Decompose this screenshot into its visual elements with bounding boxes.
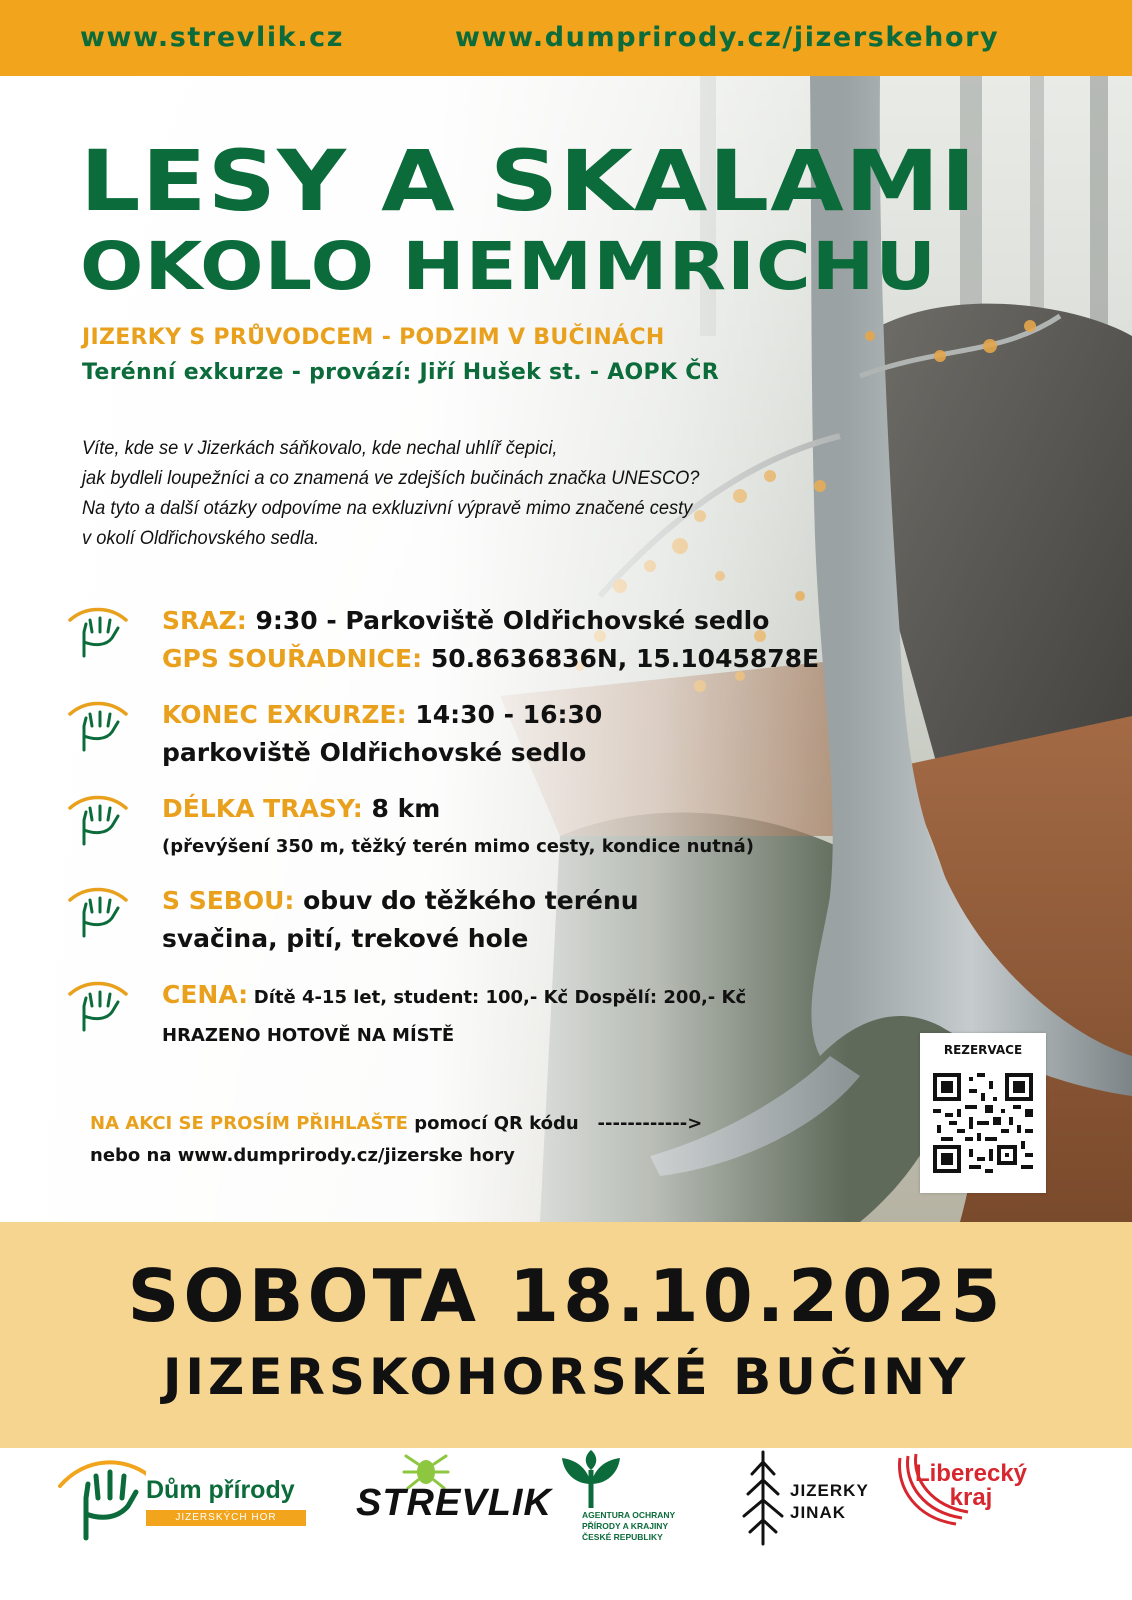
dum-prirody-subtitle: JIZERSKÝCH HOR — [146, 1510, 306, 1526]
meet-value: 9:30 - Parkoviště Oldřichovské sedlo — [255, 606, 770, 635]
date-band — [0, 1222, 1132, 1448]
gps-label: GPS SOUŘADNICE: — [162, 644, 423, 673]
end-value: 14:30 - 16:30 — [415, 700, 603, 729]
price-label: CENA: — [162, 980, 249, 1009]
liberecky-kraj-logo — [896, 1448, 1056, 1568]
aopk-name — [582, 1510, 702, 1543]
aopk-name-line: PŘÍRODY A KRAJINY — [582, 1521, 669, 1531]
guide-line: Terénní exkurze - provází: Jiří Hušek st. - AOPK ČR — [82, 360, 719, 385]
signup-arrow: ------------> — [597, 1113, 703, 1134]
dum-prirody-name: Dům přírody — [146, 1476, 295, 1504]
event-date: SOBOTA 18.10.2025 — [127, 1254, 1005, 1338]
signup-url-line[interactable]: nebo na www.dumprirody.cz/jizerske hory — [90, 1145, 515, 1166]
price-note: HRAZENO HOTOVĚ NA MÍSTĚ — [162, 1025, 455, 1046]
length-label: DÉLKA TRASY: — [162, 794, 363, 823]
event-title-line1: LESY A SKALAMI — [80, 132, 977, 230]
intro-line: v okolí Oldřichovského sedla. — [82, 528, 320, 549]
signup-highlight: NA AKCI SE PROSÍM PŘIHLAŠTE — [90, 1113, 408, 1134]
intro-paragraph — [82, 434, 725, 554]
partner-logos — [0, 1448, 1132, 1600]
jizerky-name — [790, 1480, 869, 1524]
hand-icon — [66, 882, 130, 942]
end-label: KONEC EXKURZE: — [162, 700, 407, 729]
liberecky-name-line: kraj — [949, 1484, 993, 1511]
event-title-line2: OKOLO HEMMRICHU — [80, 228, 938, 305]
hand-icon — [66, 790, 130, 850]
length-value: 8 km — [371, 794, 441, 823]
event-subtitle: JIZERKY S PRŮVODCEM - PODZIM V BUČINÁCH — [82, 325, 665, 350]
signup-text-qr: pomocí QR kódu — [414, 1113, 579, 1134]
bring-label: S SEBOU: — [162, 886, 295, 915]
qr-code-icon[interactable] — [933, 1073, 1033, 1173]
strevlik-url[interactable]: www.strevlik.cz — [80, 22, 345, 53]
hand-icon — [66, 696, 130, 756]
liberecky-name-line: Liberecký — [914, 1460, 1028, 1487]
bring-value: obuv do těžkého terénu — [303, 886, 639, 915]
jizerky-name-line: JINAK — [790, 1503, 847, 1522]
aopk-logo — [556, 1448, 706, 1588]
jizerky-tree-icon — [738, 1448, 788, 1548]
bring-more: svačina, pití, trekové hole — [162, 924, 529, 953]
meet-label: SRAZ: — [162, 606, 247, 635]
signup-text — [90, 1108, 702, 1172]
top-url-bar — [0, 0, 1132, 76]
event-location: JIZERSKOHORSKÉ BUČINY — [162, 1348, 970, 1406]
hand-icon — [66, 976, 130, 1036]
strevlik-logo — [356, 1448, 552, 1568]
hand-icon — [66, 602, 130, 662]
end-place: parkoviště Oldřichovské sedlo — [162, 738, 587, 767]
intro-line: jak bydleli loupežníci a co znamená ve zdejších bučinách značka UNESCO? — [82, 468, 700, 489]
aopk-leaf-icon — [556, 1450, 626, 1510]
qr-reservation[interactable] — [920, 1033, 1046, 1193]
intro-line: Víte, kde se v Jizerkách sáňkovalo, kde nechal uhlíř čepici, — [82, 438, 558, 459]
qr-label: REZERVACE — [943, 1043, 1023, 1057]
jizerky-jinak-logo — [738, 1448, 878, 1568]
dum-prirody-hand-icon — [56, 1448, 146, 1548]
gps-value: 50.8636836N, 15.1045878E — [430, 644, 820, 673]
liberecky-kraj-name — [896, 1462, 1046, 1510]
strevlik-name: STREVLIK — [356, 1482, 552, 1524]
dum-prirody-logo — [56, 1448, 326, 1578]
dumprirody-url[interactable]: www.dumprirody.cz/jizerskehory — [455, 22, 1000, 53]
jizerky-name-line: JIZERKY — [790, 1481, 869, 1500]
price-value: Dítě 4-15 let, student: 100,- Kč Dospělí: 200,- Kč — [253, 987, 747, 1008]
intro-line: Na tyto a další otázky odpovíme na exkluzivní výpravě mimo značené cesty — [82, 498, 693, 519]
aopk-name-line: AGENTURA OCHRANY — [582, 1510, 676, 1520]
aopk-name-line: ČESKÉ REPUBLIKY — [582, 1532, 663, 1542]
length-note: (převýšení 350 m, těžký terén mimo cesty, kondice nutná) — [162, 836, 755, 857]
